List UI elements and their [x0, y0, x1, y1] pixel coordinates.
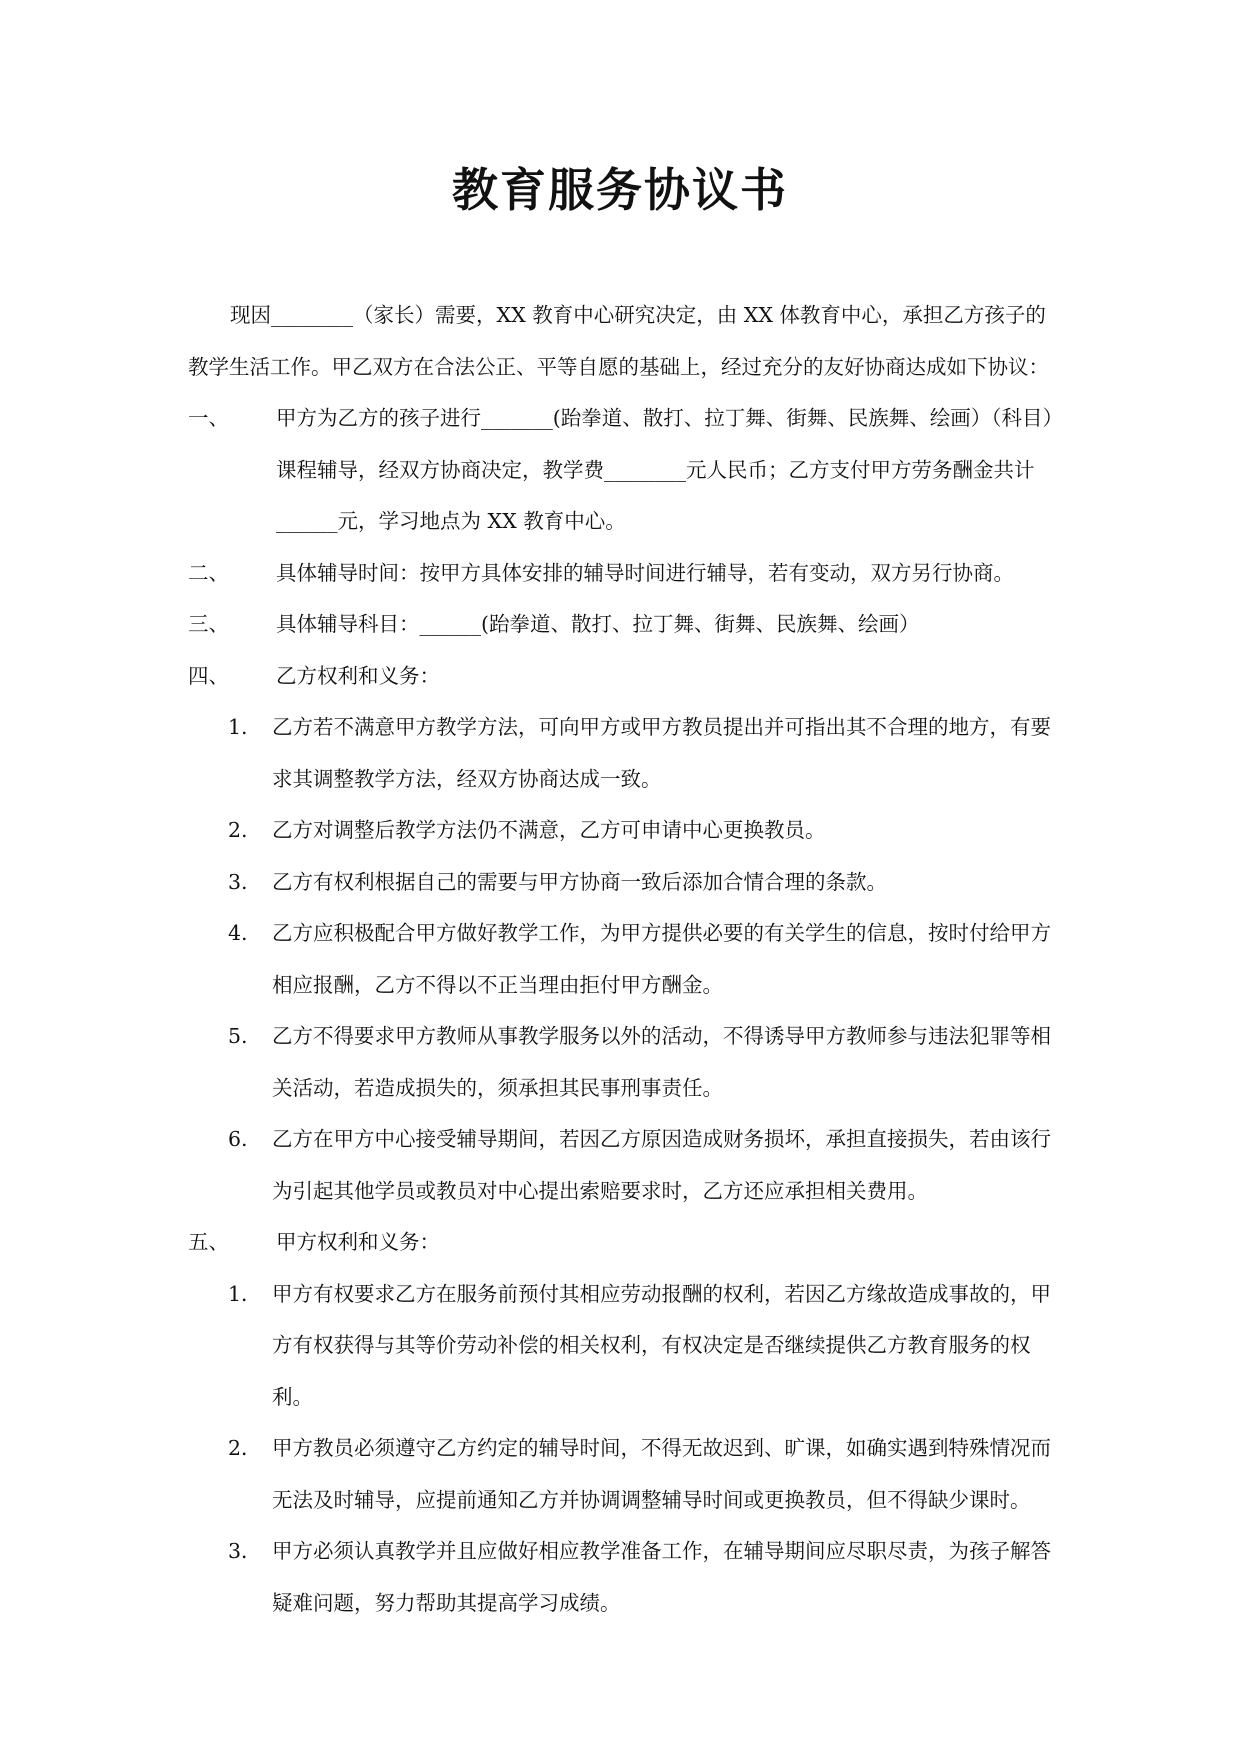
item-number: 3. — [228, 869, 248, 894]
item-number: 4. — [228, 921, 248, 945]
item-number: 2． — [228, 1436, 262, 1460]
section-5-list — [188, 1269, 1058, 1630]
item-number: 5. — [228, 1024, 248, 1048]
section-3 — [188, 599, 1058, 651]
section-text: 乙方权利和义务： — [276, 663, 440, 688]
section-number: 三、 — [188, 612, 229, 636]
item-number: 1. — [228, 715, 248, 739]
item-number: 3． — [228, 1539, 262, 1563]
item-text: 甲方教员必须遵守乙方约定的辅导时间，不得无故迟到、旷课，如确实遇到特殊情况而无法及时辅导，应提前通知乙方并协调调整辅导时间或更换教员，但不得缺少课时。 — [272, 1436, 1051, 1512]
list-item — [188, 805, 1058, 857]
document-title: 教育服务协议书 — [452, 163, 788, 217]
intro-paragraph: 现因________（家长）需要，XX 教育中心研究决定，由 XX 体教育中心，承担乙方孩子的教学生活工作。甲乙双方在合法公正、平等自愿的基础上，经过充分的友好协商达成如下协议： — [188, 303, 1049, 379]
list-item — [188, 1011, 1058, 1114]
list-item — [188, 1526, 1058, 1629]
section-1 — [188, 393, 1058, 548]
item-text: 乙方不得要求甲方教师从事教学服务以外的活动，不得诱导甲方教师参与违法犯罪等相关活动，若造成损失的，须承担其民事刑事责任。 — [272, 1024, 1051, 1100]
list-item — [188, 908, 1058, 1011]
item-text: 乙方对调整后教学方法仍不满意，乙方可申请中心更换教员。 — [272, 818, 826, 842]
item-number: 6. — [228, 1127, 248, 1151]
list-item — [188, 702, 1058, 805]
item-number: 1． — [228, 1281, 262, 1306]
item-text: 甲方有权要求乙方在服务前预付其相应劳动报酬的权利，若因乙方缘故造成事故的，甲方有权获得与其等价劳动补偿的相关权利，有权决定是否继续提供乙方教育服务的权利。 — [272, 1281, 1051, 1409]
list-item — [188, 1269, 1058, 1424]
section-number: 五、 — [188, 1230, 229, 1254]
list-item — [188, 1114, 1058, 1217]
item-text: 甲方必须认真教学并且应做好相应教学准备工作，在辅导期间应尽职尽责，为孩子解答疑难问题，努力帮助其提高学习成绩。 — [272, 1539, 1051, 1615]
section-text: 具体辅导科目：______(跆拳道、散打、拉丁舞、街舞、民族舞、绘画） — [276, 612, 920, 636]
section-4-list — [188, 702, 1058, 1217]
item-text: 乙方在甲方中心接受辅导期间，若因乙方原因造成财务损坏，承担直接损失，若由该行为引起其他学员或教员对中心提出索赔要求时，乙方还应承担相关费用。 — [272, 1127, 1051, 1203]
item-number: 2. — [228, 818, 248, 842]
section-text: 甲方权利和义务： — [276, 1230, 440, 1254]
document-body — [188, 290, 1058, 1629]
section-number: 一、 — [188, 406, 229, 430]
item-text: 乙方若不满意甲方教学方法，可向甲方或甲方教员提出并可指出其不合理的地方，有要求其调整教学方法，经双方协商达成一致。 — [272, 715, 1051, 791]
item-text: 乙方有权利根据自己的需要与甲方协商一致后添加合情合理的条款。 — [272, 869, 887, 894]
section-2 — [188, 548, 1058, 600]
item-text: 乙方应积极配合甲方做好教学工作，为甲方提供必要的有关学生的信息，按时付给甲方相应报酬，乙方不得以不正当理由拒付甲方酬金。 — [272, 921, 1051, 997]
section-text: 甲方为乙方的孩子进行_______(跆拳道、散打、拉丁舞、街舞、民族舞、绘画）（科目）课程辅导，经双方协商决定，教学费________元人民币；乙方支付甲方劳务酬金共计______元，学习地点为 XX 教育中心。 — [276, 406, 1053, 533]
section-text: 具体辅导时间：按甲方具体安排的辅导时间进行辅导，若有变动，双方另行协商。 — [276, 560, 1014, 585]
section-number: 二、 — [188, 560, 229, 585]
list-item — [188, 857, 1058, 909]
section-4 — [188, 651, 1058, 1218]
section-number: 四、 — [188, 663, 229, 688]
section-5 — [188, 1217, 1058, 1629]
list-item — [188, 1423, 1058, 1526]
